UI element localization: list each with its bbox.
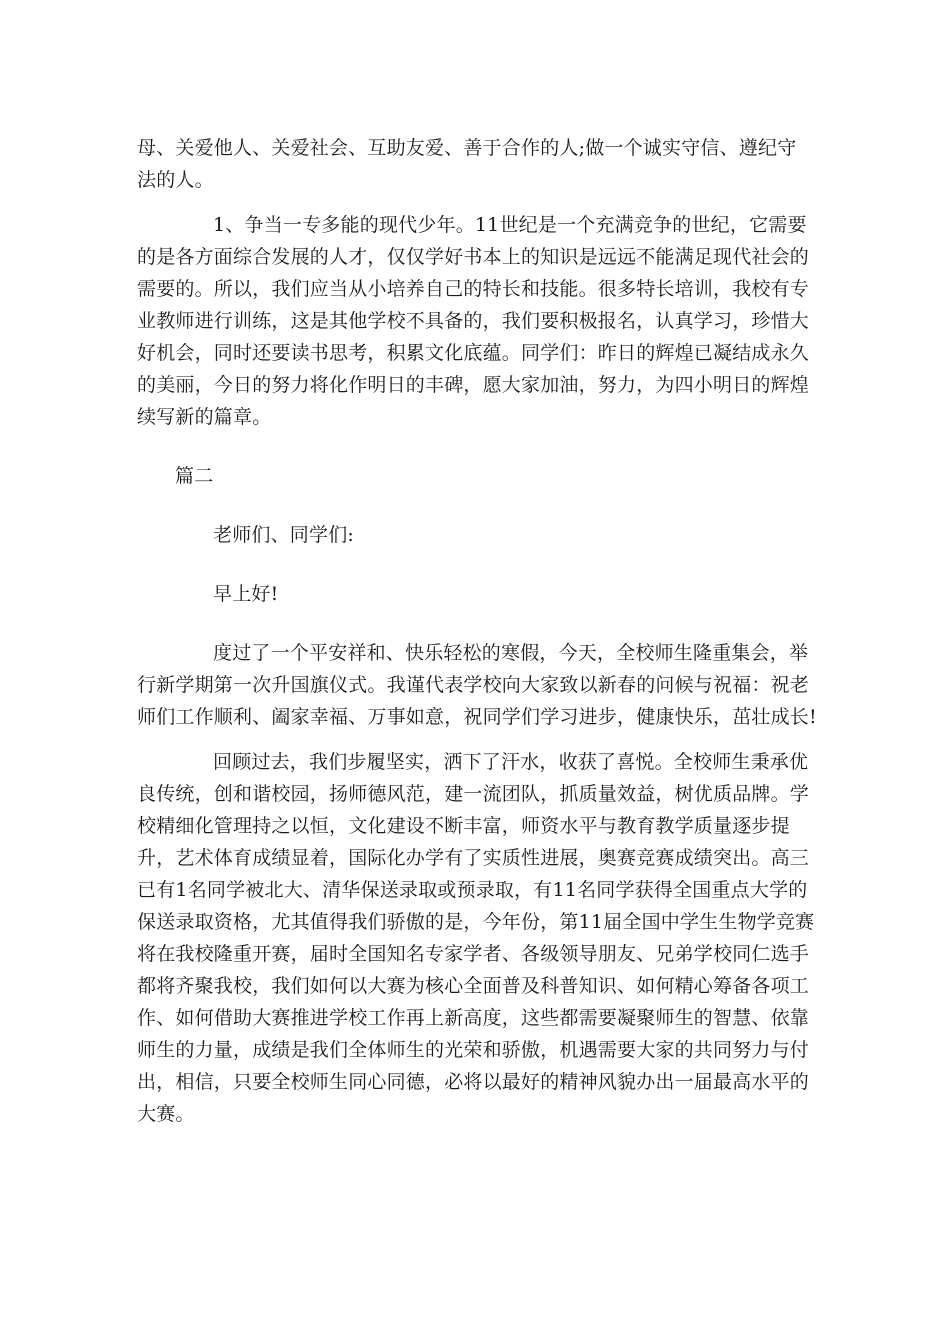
paragraph-modern-youth: 1、争当一专多能的现代少年。11世纪是一个充满竞争的世纪，它需要 的是各方面综合发展的人才，仅仅学好书本上的知识是远远不能满足现代社会的 需要的。所以，我们应当从小培养自己的特长和技能。很多特长培训，我校有专 业教师进行训练，这是其他学校不具备的，我们要积极报名，认真学习，珍惜大 好机会，同时还要读书思考，积累文化底蕴。同学们：昨日的辉煌已凝结成永久 的美丽，今日的努力将化作明日的丰碑，愿大家加油，努力，为四小明日的辉煌 续写新的篇章。 <box>137 214 810 428</box>
document-page <box>137 132 817 1130</box>
paragraph-continuation: 母、关爱他人、关爱社会、互助友爱、善于合作的人;做一个诚实守信、遵纪守 法的人。 <box>137 137 797 191</box>
section-heading: 篇二 <box>175 465 214 487</box>
salutation: 老师们、同学们: <box>213 524 355 546</box>
paragraph-new-semester: 度过了一个平安祥和、快乐轻松的寒假，今天，全校师生隆重集会，举 行新学期第一次升国旗仪式。我谨代表学校向大家致以新春的问候与祝福：祝老 师们工作顺利、阖家幸福、万事如意，祝同学们学习进步，健康快乐，茁壮成长! <box>137 642 817 728</box>
paragraph-review: 回顾过去，我们步履坚实，洒下了汗水，收获了喜悦。全校师生秉承优 良传统，创和谐校园，扬师德风范，建一流团队，抓质量效益，树优质品牌。学 校精细化管理持之以恒，文化建设不断丰富，师资水平与教育教学质量逐步提 升，艺术体育成绩显着，国际化办学有了实质性进展，奥赛竞赛成绩突出。高三 已有1名同学被北大、清华保送录取或预录取，有11名同学获得全国重点大学的 保送录取资格，尤其值得我们骄傲的是，今年份，第11届全国中学生生物学竞赛 将在我校隆重开赛，届时全国知名专家学者、各级领导朋友、兄弟学校同仁选手 都将齐聚我校，我们如何以大赛为核心全面普及科普知识、如何精心筹备各项工 作、如何借助大赛推进学校工作再上新高度，这些都需要凝聚师生的智慧、依靠 师生的力量，成绩是我们全体师生的光荣和骄傲，机遇需要大家的共同努力与付 出，相信，只要全校师生同心同德，必将以最好的精神风貌办出一届最高水平的 大赛。 <box>137 751 815 1125</box>
greeting: 早上好! <box>213 583 279 605</box>
